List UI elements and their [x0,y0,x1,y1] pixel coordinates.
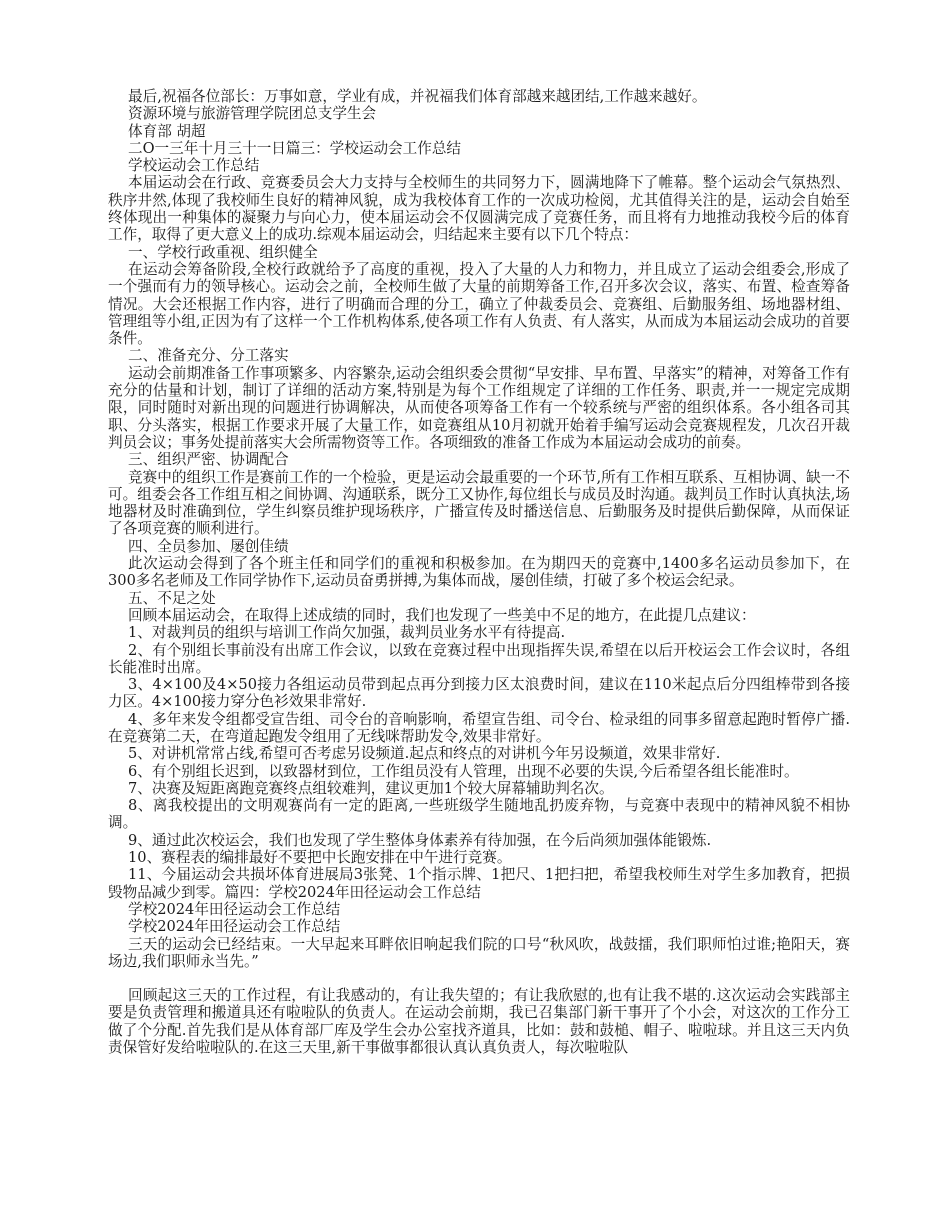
paragraph-5: 回顾本届运动会，在取得上述成绩的同时，我们也发现了一些美中不足的地方，在此提几点建议： [128,606,756,624]
paragraph-4: 此次运动会得到了各个班主任和同学们的重视和积极参加。在为期四天的竞赛中,1400多名运动员参加下，在300多名老师及工作同学协作下,运动员奋勇拼搏,为集体而战，屡创佳绩，打破了多个校运会纪录。 [108,555,850,590]
paragraph-intro: 本届运动会在行政、竞赛委员会大力支持与全校师生的共同努力下，圆满地降下了帷幕。整个运动会气氛热烈、秩序井然,体现了我校师生良好的精神风貌，成为我校体育工作的一次成功检阅，尤其值得关注的是，运动会自始至终体现出一种集体的凝聚力与向心力，使本届运动会不仅圆满完成了竞赛任务，而且将有力地推动我校今后的体育工作，取得了更大意义上的成功.综观本届运动会，归结起来主要有以下几个特点： [108,174,850,244]
suggestion-7: 7、决赛及短距离跑竞赛终点组较难判，建议更加1个较大屏幕辅助判名次。 [128,779,614,797]
organization-line: 资源环境与旅游管理学院团总支学生会 [128,105,377,123]
suggestion-2: 2、有个别组长事前没有出席工作会议，以致在竞赛过程中出现指挥失误,希望在以后开校运会工作会议时，各组长能准时出席。 [108,641,850,676]
suggestion-4: 4、多年来发令组都受宣告组、司令台的音响影响，希望宣告组、司令台、检录组的同事多留意起跑时暂停广播.在竞赛第二天，在弯道起跑发令组用了无线咪帮助发令,效果非常好。 [108,710,850,745]
heading-2: 二、准备充分、分工落实 [128,347,289,365]
heading-5: 五、不足之处 [128,589,216,607]
signature-line: 体育部 胡超 [128,122,206,140]
suggestion-3: 3、4×100及4×50接力各组运动员带到起点再分到接力区太浪费时间，建议在110米起点后分四组棒带到各接力区。4×100接力穿分色衫效果非常好. [108,676,850,711]
title-line-1: 学校2024年田径运动会工作总结 [128,900,341,918]
paragraph-slogan: 三天的运动会已经结束。一大早起来耳畔依旧响起我们院的口号“秋风吹，战鼓擂，我们职师怕过谁;艳阳天，赛场边,我们职师永当先。” [108,935,850,970]
suggestion-1: 1、对裁判员的组织与培训工作尚欠加强，裁判员业务水平有待提高. [128,624,566,642]
document-body [108,88,850,1056]
heading-4: 四、全员参加、屡创佳绩 [128,537,289,555]
suggestion-5: 5、对讲机常常占线,希望可否考虑另设频道.起点和终点的对讲机今年另设频道，效果非常好. [128,745,721,763]
suggestion-11: 11、今届运动会共损坏体育进展局3张凳、1个指示牌、1把尺、1把扫把，希望我校师生对学生多加教育，把损毁物品减少到零。篇四：学校2024年田径运动会工作总结 [108,866,850,901]
heading-1: 一、学校行政重视、组织健全 [128,243,318,261]
suggestion-9: 9、通过此次校运会，我们也发现了学生整体身体素养有待加强，在今后尚须加强体能锻炼. [128,831,712,849]
paragraph-1: 在运动会筹备阶段,全校行政就给予了高度的重视，投入了大量的人力和物力，并且成立了运动会组委会,形成了一个强而有力的领导核心。运动会之前，全校师生做了大量的前期筹备工作,召开多次会议，落实、布置、检查筹备情况。大会还根据工作内容，进行了明确而合理的分工，确立了仲裁委员会、竞赛组、后勤服务组、场地器材组、管理组等小组,正因为有了这样一个工作机构体系,使各项工作有人负责、有人落实，从而成为本届运动会成功的首要条件。 [108,260,850,348]
blank-line [108,970,850,987]
section-title: 学校运动会工作总结 [128,157,260,175]
title-line-2: 学校2024年田径运动会工作总结 [128,918,341,936]
paragraph-2: 运动会前期准备工作事项繁多、内容繁杂,运动会组织委会贯彻“早安排、早布置、早落实”的精神，对筹备工作有充分的估量和计划，制订了详细的活动方案,特别是为每个工作组规定了详细的工作任务、职责,并一一规定完成期限，同时随时对新出现的问题进行协调解决，从而使各项筹备工作有一个较系统与严密的组织体系。各小组各司其职、分头落实，根据工作要求开展了大量工作，如竞赛组从10月初就开始着手编写运动会竞赛规程发，几次召开裁判员会议；事务处提前落实大会所需物资等工作。各项细致的准备工作成为本届运动会成功的前奏。 [108,364,850,451]
suggestion-6: 6、有个别组长迟到，以致器材到位，工作组员没有人管理，出现不必要的失误,今后希望各组长能准时。 [128,762,799,780]
closing-line: 最后,祝福各位部长：万事如意，学业有成，并祝福我们体育部越来越团结,工作越来越好。 [128,88,707,105]
date-line: 二O一三年十月三十一日篇三：学校运动会工作总结 [128,139,462,157]
paragraph-review: 回顾起这三天的工作过程，有让我感动的，有让我失望的；有让我欣慰的,也有让我不堪的.这次运动会实践部主要是负责管理和搬道具还有啦啦队的负责人。在运动会前期，我已召集部门新干事开了个小会，对这次的工作分工做了个分配.首先我们是从体育部厂库及学生会办公室找齐道具，比如：鼓和鼓槌、帽子、啦啦球。并且这三天内负责保管好发给啦啦队的.在这三天里,新干事做事都很认真认真负责人，每次啦啦队 [108,987,850,1057]
suggestion-8: 8、离我校提出的文明观赛尚有一定的距离,一些班级学生随地乱扔废弃物，与竞赛中表现中的精神风貌不相协调。 [108,797,850,832]
suggestion-10: 10、赛程表的编排最好不要把中长跑安排在中午进行竞赛。 [128,849,512,867]
paragraph-3: 竞赛中的组织工作是赛前工作的一个检验，更是运动会最重要的一个环节,所有工作相互联系、互相协调、缺一不可。组委会各工作组互相之间协调、沟通联系，既分工又协作,每位组长与成员及时沟通。裁判员工作时认真执法,场地器材及时准确到位，学生纠察员维护现场秩序，广播宣传及时播送信息、后勤服务及时提供后勤保障，从而保证了各项竞赛的顺利进行。 [108,468,850,538]
heading-3: 三、组织严密、协调配合 [128,451,289,469]
